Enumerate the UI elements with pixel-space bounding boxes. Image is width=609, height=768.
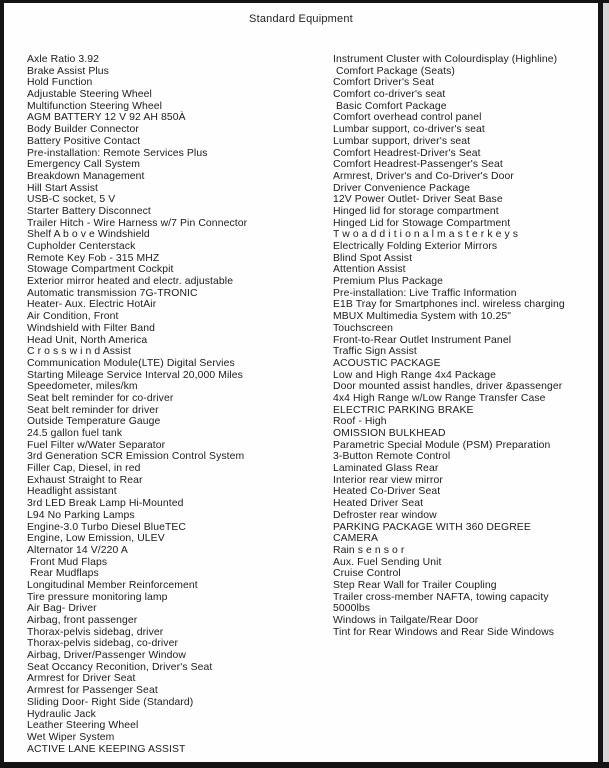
equipment-item: Fuel Filter w/Water Separator (27, 439, 166, 451)
equipment-item: Door mounted assist handles, driver &passenger (333, 381, 563, 393)
equipment-item: Battery Positive Contact (27, 135, 141, 147)
equipment-item: Exterior mirror heated and electr. adjustable (27, 276, 234, 288)
equipment-item: Comfort co-driver's seat (333, 89, 446, 101)
equipment-list-right (333, 54, 592, 755)
equipment-item: Comfort overhead control panel (333, 112, 482, 124)
equipment-item: Seat Occancy Reconition, Driver's Seat (27, 661, 213, 673)
equipment-item: Hinged Lid for Stowage Compartment (333, 217, 511, 229)
equipment-item: ACTIVE LANE KEEPING ASSIST (27, 743, 186, 755)
equipment-item: Emergency Call System (27, 159, 140, 171)
equipment-item: Pre-installation: Remote Services Plus (27, 147, 208, 159)
equipment-item: ACOUSTIC PACKAGE (333, 357, 441, 369)
equipment-item: Pre-installation: Live Traffic Information (333, 287, 517, 299)
equipment-item: Armrest, Driver's and Co-Driver's Door (333, 170, 514, 182)
equipment-item: Trailer cross-member NAFTA, towing capacity (333, 591, 549, 603)
equipment-item: Front Mud Flaps (27, 556, 108, 568)
photo-frame-top (0, 0, 609, 3)
equipment-item: PARKING PACKAGE WITH 360 DEGREE (333, 521, 531, 533)
equipment-item: Longitudinal Member Reinforcement (27, 579, 198, 591)
equipment-item: Traffic Sign Assist (333, 346, 417, 358)
equipment-item: 3rd Generation SCR Emission Control System (27, 451, 245, 463)
equipment-item: Comfort Package (Seats) (333, 65, 455, 77)
equipment-item: Engine-3.0 Turbo Diesel BlueTEC (27, 521, 187, 533)
equipment-item: Adjustable Steering Wheel (27, 89, 152, 101)
equipment-item: Basic Comfort Package (333, 100, 447, 112)
equipment-item: Automatic transmission 7G-TRONIC (27, 287, 198, 299)
equipment-item: Premium Plus Package (333, 276, 443, 288)
equipment-list-left (27, 54, 333, 755)
equipment-item: Starting Mileage Service Interval 20,000 Miles (27, 369, 243, 381)
equipment-item: MBUX Multimedia System with 10.25" (333, 311, 512, 323)
equipment-item: Speedometer, miles/km (27, 381, 138, 393)
photo-frame-right (598, 0, 603, 768)
photo-frame-left (0, 0, 4, 768)
equipment-item: C r o s s w i n d Assist (27, 346, 132, 358)
equipment-item: Cruise Control (333, 568, 401, 580)
equipment-item: Touchscreen (333, 322, 394, 334)
equipment-item: Body Builder Connector (27, 124, 139, 136)
equipment-item: Cupholder Centerstack (27, 241, 136, 252)
equipment-item: Brake Assist Plus (27, 65, 109, 77)
equipment-item: Communication Module(LTE) Digital Servies (27, 357, 235, 369)
equipment-item: Thorax-pelvis sidebag, co-driver (27, 638, 179, 650)
equipment-item: Shelf A b o v e Windshield (27, 229, 150, 241)
equipment-item: Starter Battery Disconnect (27, 205, 151, 217)
document-content (4, 3, 598, 762)
equipment-item: ELECTRIC PARKING BRAKE (333, 404, 474, 416)
equipment-item: 24.5 gallon fuel tank (27, 428, 123, 439)
page-title: Standard Equipment (249, 13, 353, 25)
equipment-item: Head Unit, North America (27, 334, 148, 346)
photo-edge-gray (603, 0, 609, 768)
equipment-item: Heater- Aux. Electric HotAir (27, 299, 157, 311)
equipment-item: Rear Mudflaps (27, 568, 99, 580)
equipment-item: Windows in Tailgate/Rear Door (333, 615, 479, 626)
equipment-item: USB-C socket, 5 V (27, 194, 116, 206)
equipment-item: 3-Button Remote Control (333, 451, 451, 463)
equipment-item: 4x4 High Range w/Low Range Transfer Case (333, 392, 546, 404)
equipment-item: 12V Power Outlet- Driver Seat Base (333, 194, 503, 206)
equipment-item: Lumbar support, driver's seat (333, 135, 471, 147)
equipment-item: Heated Co-Driver Seat (333, 486, 441, 498)
equipment-item: Breakdown Management (27, 170, 145, 182)
equipment-item: Attention Assist (333, 264, 406, 276)
equipment-item: Parametric Special Module (PSM) Preparation (333, 439, 551, 451)
equipment-item: Front-to-Rear Outlet Instrument Panel (333, 334, 512, 346)
equipment-item: Multifunction Steering Wheel (27, 100, 163, 112)
equipment-item: Comfort Headrest-Driver's Seat (333, 147, 481, 159)
equipment-item: Low and High Range 4x4 Package (333, 369, 497, 381)
equipment-item: Air Condition, Front (27, 311, 119, 323)
equipment-item: Trailer Hitch - Wire Harness w/7 Pin Connector (27, 217, 248, 229)
equipment-item: Rain s e n s o r (333, 544, 405, 556)
equipment-item: Comfort Driver's Seat (333, 77, 435, 89)
equipment-item: Roof - High (333, 416, 387, 428)
equipment-item: Axle Ratio 3.92 (27, 54, 99, 65)
equipment-item: Outside Temperature Gauge (27, 416, 161, 428)
equipment-item: Engine, Low Emission, ULEV (27, 533, 165, 545)
equipment-item: Leather Steering Wheel (27, 720, 139, 732)
equipment-item: 3rd LED Break Lamp Hi-Mounted (27, 498, 184, 510)
equipment-item: Interior rear view mirror (333, 474, 443, 486)
equipment-item: Filler Cap, Diesel, in red (27, 463, 141, 475)
equipment-item: Remote Key Fob - 315 MHZ (27, 252, 160, 264)
equipment-item: Airbag, front passenger (27, 615, 138, 626)
equipment-item: Tire pressure monitoring lamp (27, 591, 168, 603)
equipment-item: Hill Start Assist (27, 182, 98, 194)
equipment-item: OMISSION BULKHEAD (333, 428, 446, 439)
equipment-item: Sliding Door- Right Side (Standard) (27, 696, 194, 708)
equipment-item: L94 No Parking Lamps (27, 509, 135, 521)
equipment-item: Instrument Cluster with Colourdisplay (Highline) (333, 54, 558, 65)
equipment-item: Stowage Compartment Cockpit (27, 264, 174, 276)
equipment-item: Hinged lid for storage compartment (333, 205, 499, 217)
equipment-item: Air Bag- Driver (27, 603, 97, 615)
equipment-item: 5000lbs (333, 603, 371, 615)
equipment-item: CAMERA (333, 533, 379, 545)
equipment-item: AGM BATTERY 12 V 92 AH 850À (27, 112, 186, 124)
equipment-item: Hydraulic Jack (27, 708, 96, 720)
equipment-item: T w o a d d i t i o n a l m a s t e r k e y s (333, 229, 519, 241)
equipment-item: Headlight assistant (27, 486, 117, 498)
equipment-item: Wet Wiper System (27, 731, 115, 743)
equipment-item: E1B Tray for Smartphones incl. wireless charging (333, 299, 565, 311)
equipment-item: Seat belt reminder for co-driver (27, 392, 174, 404)
equipment-item: Seat belt reminder for driver (27, 404, 159, 416)
equipment-item: Aux. Fuel Sending Unit (333, 556, 442, 568)
equipment-item: Alternator 14 V/220 A (27, 544, 128, 556)
equipment-item: Hold Function (27, 77, 93, 89)
equipment-item: Comfort Headrest-Passenger's Seat (333, 159, 503, 171)
equipment-item: Airbag, Driver/Passenger Window (27, 650, 187, 662)
equipment-item: Windshield with Filter Band (27, 322, 156, 334)
equipment-item: Exhaust Straight to Rear (27, 474, 143, 486)
equipment-item: Thorax-pelvis sidebag, driver (27, 626, 164, 638)
equipment-item: Lumbar support, co-driver's seat (333, 124, 485, 136)
equipment-item: Heated Driver Seat (333, 498, 424, 510)
photo-frame-bottom (0, 762, 609, 768)
equipment-item: Tint for Rear Windows and Rear Side Windows (333, 626, 555, 638)
equipment-item: Laminated Glass Rear (333, 463, 439, 475)
equipment-columns (27, 54, 592, 755)
equipment-item: Blind Spot Assist (333, 252, 413, 264)
equipment-item: Electrically Folding Exterior Mirrors (333, 241, 498, 252)
equipment-item: Step Rear Wall for Trailer Coupling (333, 579, 497, 591)
equipment-item: Defroster rear window (333, 509, 437, 521)
equipment-item: Armrest for Passenger Seat (27, 685, 158, 697)
equipment-item: Armrest for Driver Seat (27, 673, 136, 685)
equipment-item: Driver Convenience Package (333, 182, 471, 194)
